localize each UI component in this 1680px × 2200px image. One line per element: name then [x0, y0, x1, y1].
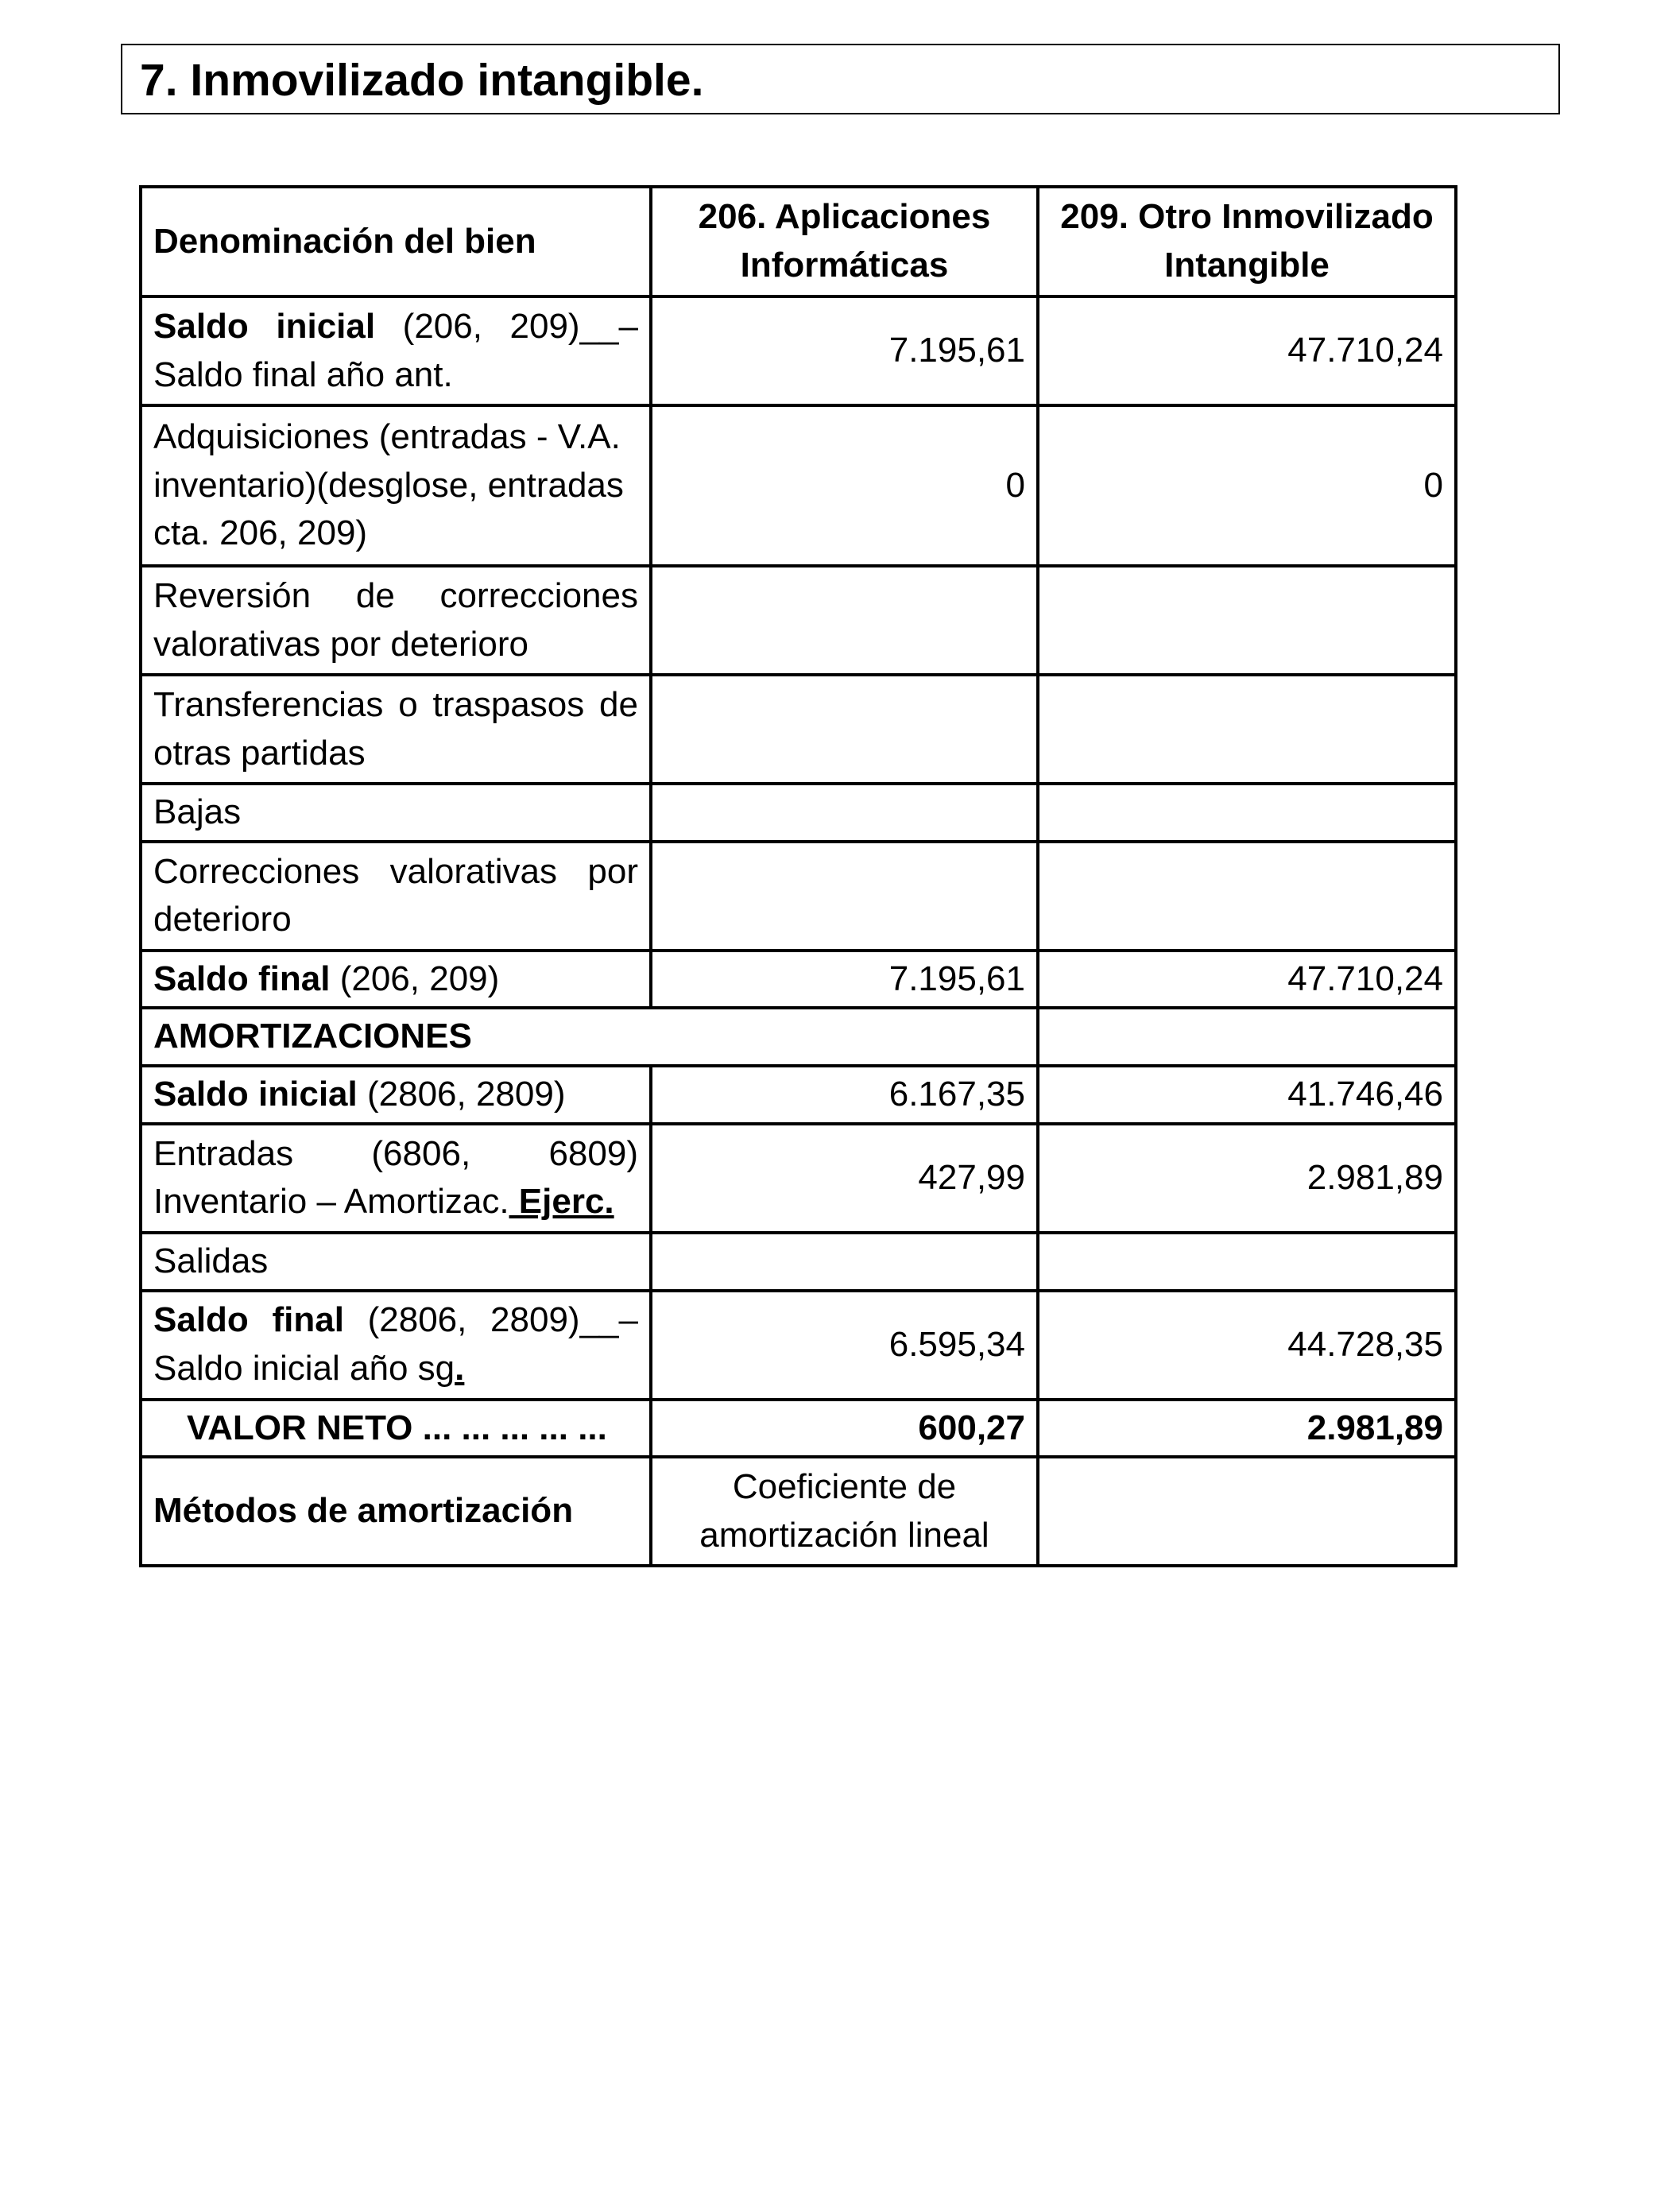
section-title-box [121, 44, 1560, 114]
value-entradas-206: 427,99 [651, 1124, 1038, 1233]
label-salidas: Salidas [141, 1233, 651, 1291]
value-saldo-inicial-206: 7.195,61 [651, 296, 1038, 405]
value-valor-neto-209: 2.981,89 [1038, 1400, 1456, 1458]
value-reversion-206 [651, 566, 1038, 675]
label-entradas-line2b: Ejerc. [509, 1182, 614, 1222]
value-amort-saldo-final-209: 44.728,35 [1038, 1291, 1456, 1400]
header-206-line2: Informáticas [740, 246, 949, 285]
value-bajas-206 [651, 784, 1038, 842]
label-saldo-inicial-rest: (206, 209)__– Saldo final año ant. [153, 306, 638, 394]
label-saldo-final [141, 951, 651, 1009]
label-reversion: Reversión de correcciones valorativas por deterioro [141, 566, 651, 675]
intangible-assets-table [139, 185, 1457, 1567]
label-amort-saldo-final [141, 1291, 651, 1400]
value-saldo-inicial-209: 47.710,24 [1038, 296, 1456, 405]
row-salidas [141, 1233, 1456, 1291]
value-bajas-209 [1038, 784, 1456, 842]
section-title: 7. Inmovilizado intangible. [140, 55, 704, 106]
label-amort-saldo-inicial-bold: Saldo inicial [153, 1075, 358, 1114]
value-transferencias-209 [1038, 675, 1456, 784]
header-209-line1: 209. Otro Inmovilizado [1060, 197, 1434, 237]
header-209-line2: Intangible [1164, 246, 1330, 285]
value-amort-saldo-inicial-206: 6.167,35 [651, 1066, 1038, 1124]
row-correcciones [141, 842, 1456, 951]
label-saldo-inicial-bold: Saldo inicial [153, 306, 376, 346]
label-amortizaciones: AMORTIZACIONES [141, 1008, 1038, 1066]
label-adquisiciones: Adquisiciones (entradas - V.A. inventario)(desglose, entradas cta. 206, 209) [141, 405, 651, 566]
row-valor-neto [141, 1400, 1456, 1458]
label-bajas: Bajas [141, 784, 651, 842]
header-206 [651, 187, 1038, 296]
value-correcciones-206 [651, 842, 1038, 951]
header-denominacion: Denominación del bien [141, 187, 651, 296]
value-amortizaciones-209 [1038, 1008, 1456, 1066]
value-metodos-209 [1038, 1457, 1456, 1566]
label-valor-neto: VALOR NETO ... ... ... ... ... [141, 1400, 651, 1458]
row-amort-saldo-inicial [141, 1066, 1456, 1124]
row-reversion [141, 566, 1456, 675]
row-saldo-final [141, 951, 1456, 1009]
row-entradas [141, 1124, 1456, 1233]
label-amort-saldo-final-end: . [455, 1349, 465, 1389]
header-row [141, 187, 1456, 296]
value-amort-saldo-inicial-209: 41.746,46 [1038, 1066, 1456, 1124]
label-transferencias: Transferencias o traspasos de otras partidas [141, 675, 651, 784]
value-metodos-206 [651, 1457, 1038, 1566]
label-entradas-line1: Entradas (6806, 6809) [153, 1133, 638, 1173]
value-metodos-206-line1: Coeficiente de [732, 1467, 957, 1507]
value-metodos-206-line2: amortización lineal [699, 1515, 989, 1555]
row-bajas [141, 784, 1456, 842]
row-adquisiciones [141, 405, 1456, 566]
value-saldo-final-206: 7.195,61 [651, 951, 1038, 1009]
label-amort-saldo-final-rest: (2806, 2809)__– Saldo inicial año sg [153, 1300, 638, 1389]
label-amort-saldo-inicial-rest: (2806, 2809) [357, 1075, 566, 1114]
row-amort-saldo-final [141, 1291, 1456, 1400]
value-transferencias-206 [651, 675, 1038, 784]
row-metodos [141, 1457, 1456, 1566]
value-salidas-209 [1038, 1233, 1456, 1291]
label-entradas-line2a: Inventario – Amortizac. [153, 1182, 509, 1222]
label-correcciones: Correcciones valorativas por deterioro [141, 842, 651, 951]
label-saldo-inicial [141, 296, 651, 405]
label-amort-saldo-final-bold: Saldo final [153, 1300, 344, 1340]
value-valor-neto-206: 600,27 [651, 1400, 1038, 1458]
header-206-line1: 206. Aplicaciones [698, 197, 991, 237]
value-salidas-206 [651, 1233, 1038, 1291]
value-saldo-final-209: 47.710,24 [1038, 951, 1456, 1009]
row-transferencias [141, 675, 1456, 784]
value-correcciones-209 [1038, 842, 1456, 951]
label-saldo-final-bold: Saldo final [153, 959, 331, 998]
value-adquisiciones-206: 0 [651, 405, 1038, 566]
label-amort-saldo-inicial [141, 1066, 651, 1124]
value-amort-saldo-final-206: 6.595,34 [651, 1291, 1038, 1400]
value-reversion-209 [1038, 566, 1456, 675]
value-entradas-209: 2.981,89 [1038, 1124, 1456, 1233]
label-metodos: Métodos de amortización [141, 1457, 651, 1566]
label-saldo-final-rest: (206, 209) [330, 959, 500, 998]
row-amortizaciones [141, 1008, 1456, 1066]
row-saldo-inicial [141, 296, 1456, 405]
label-entradas [141, 1124, 651, 1233]
value-adquisiciones-209: 0 [1038, 405, 1456, 566]
header-209 [1038, 187, 1456, 296]
